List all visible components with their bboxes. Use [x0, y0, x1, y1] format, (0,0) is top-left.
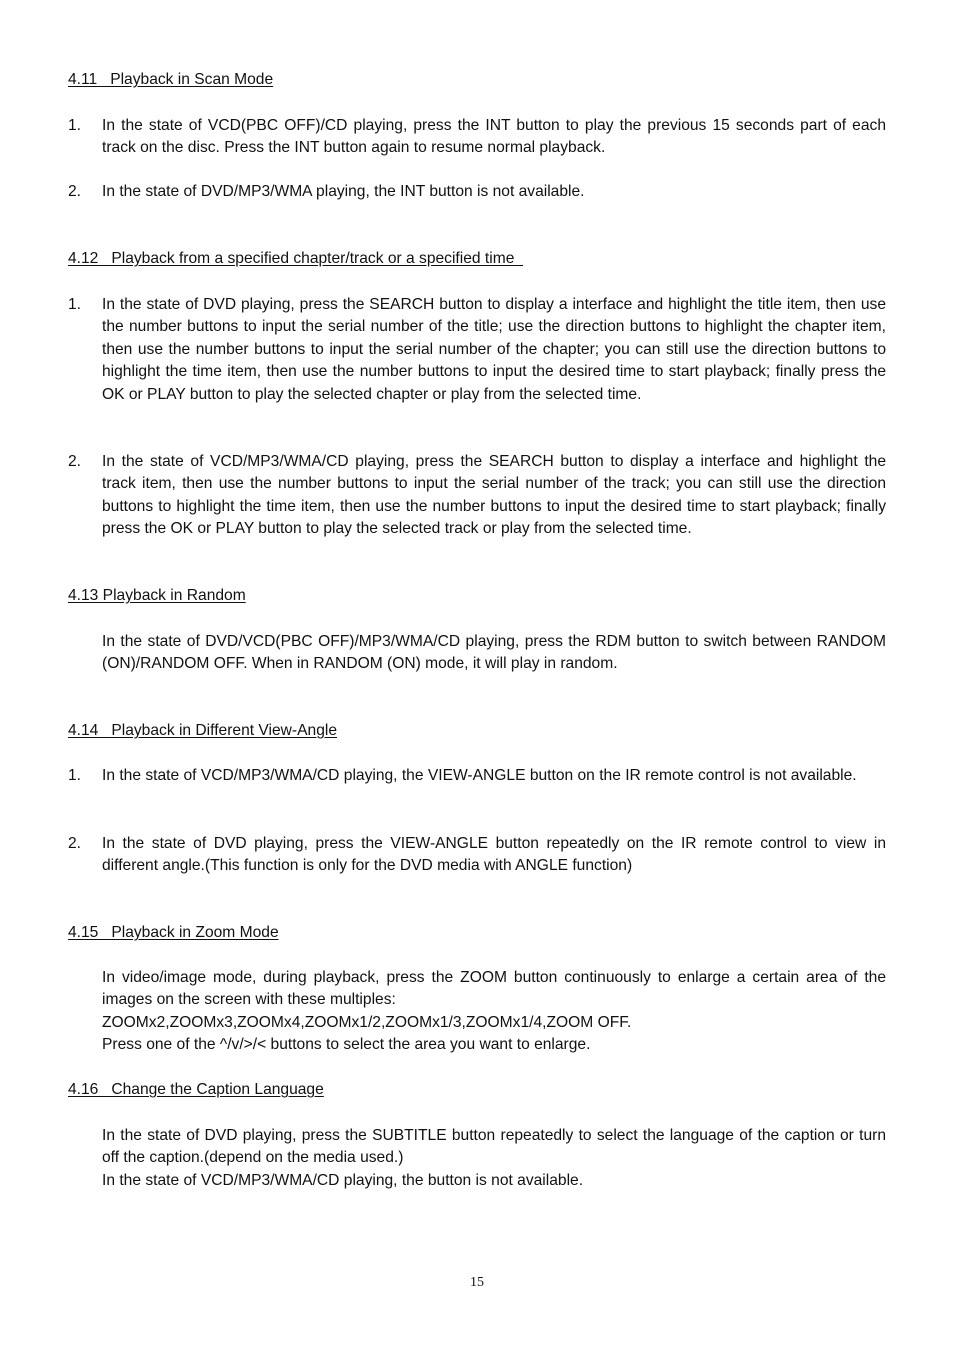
list-item-text: In the state of VCD/MP3/WMA/CD playing, the VIEW-ANGLE button on the IR remote control is not available.: [102, 767, 857, 784]
list-item: [68, 294, 886, 406]
list-item-text: In the state of DVD/MP3/WMA playing, the INT button is not available.: [102, 183, 585, 200]
section-heading-4-13: 4.13 Playback in Random: [68, 587, 246, 604]
list-item: [68, 451, 886, 541]
section-body: [102, 1125, 886, 1192]
section-body: [102, 631, 886, 676]
list-marker: 2.: [68, 453, 82, 470]
list-item: [68, 833, 886, 878]
list-item-text: In the state of VCD(PBC OFF)/CD playing, press the INT button to play the previous 15 seconds part of each track on the disc. Press the INT button again to resume normal playback.: [102, 117, 886, 157]
section-heading-4-16: 4.16 Change the Caption Language: [68, 1081, 324, 1098]
list-marker: 2.: [68, 835, 82, 852]
list-marker: 1.: [68, 296, 82, 313]
list-marker: 1.: [68, 767, 82, 784]
list-item: [68, 181, 886, 203]
list-item-text: In the state of DVD playing, press the SEARCH button to display a interface and highlight the title item, then use the number buttons to input the serial number of the title; use the direction buttons to highlight the chapter item, then use the number buttons to input the serial number of the chapter; you can still use the direction buttons to highlight the time item, then use the number buttons to input the desired time to start playback; finally press the OK or PLAY button to play the selected chapter or play from the selected time.: [102, 296, 886, 403]
paragraph: In the state of DVD/VCD(PBC OFF)/MP3/WMA/CD playing, press the RDM button to switch between RANDOM (ON)/RANDOM OFF. When in RANDOM (ON) mode, it will play in random.: [102, 633, 886, 673]
page-number: 15: [470, 1275, 484, 1290]
list-item-text: In the state of VCD/MP3/WMA/CD playing, press the SEARCH button to display a interface and highlight the track item, then use the number buttons to input the serial number of the track; you can still use the direction buttons to highlight the time item, then use the number buttons to input the desired time to start playback; finally press the OK or PLAY button to play the selected track or play from the selected time.: [102, 453, 886, 538]
section-heading-4-11: 4.11 Playback in Scan Mode: [68, 71, 274, 88]
paragraph: In the state of DVD playing, press the SUBTITLE button repeatedly to select the language of the caption or turn off the caption.(depend on the media used.): [102, 1127, 886, 1167]
paragraph: In the state of VCD/MP3/WMA/CD playing, the button is not available.: [102, 1171, 584, 1189]
list-marker: 2.: [68, 183, 82, 200]
paragraph: Press one of the ^/v/>/< buttons to select the area you want to enlarge.: [102, 1036, 591, 1054]
section-body: [102, 967, 886, 1057]
paragraph: ZOOMx2,ZOOMx3,ZOOMx4,ZOOMx1/2,ZOOMx1/3,ZOOMx1/4,ZOOM OFF.: [102, 1013, 632, 1031]
section-heading-4-14: 4.14 Playback in Different View-Angle: [68, 722, 337, 739]
paragraph: In video/image mode, during playback, press the ZOOM button continuously to enlarge a certain area of the images on the screen with these multiples:: [102, 969, 886, 1009]
list-item: [68, 765, 886, 787]
section-heading-4-12: 4.12 Playback from a specified chapter/track or a specified time: [68, 250, 524, 267]
section-heading-4-15: 4.15 Playback in Zoom Mode: [68, 924, 279, 941]
list-item-text: In the state of DVD playing, press the VIEW-ANGLE button repeatedly on the IR remote control to view in different angle.(This function is only for the DVD media with ANGLE function): [102, 835, 886, 875]
list-item: [68, 115, 886, 160]
list-marker: 1.: [68, 117, 82, 134]
